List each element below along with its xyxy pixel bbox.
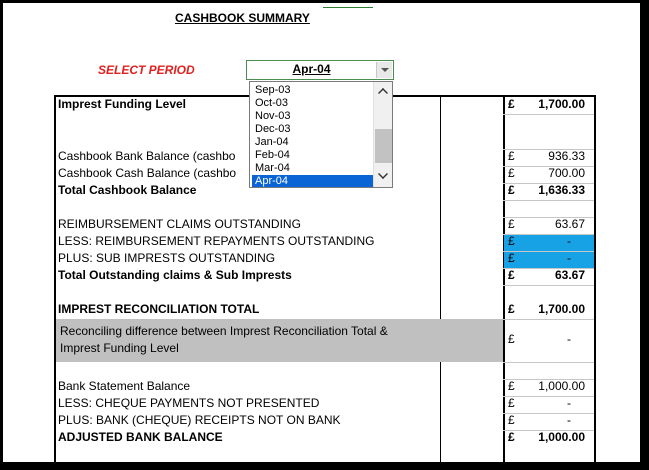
table-column-divider xyxy=(440,95,441,462)
less-cheque-label: LESS: CHEQUE PAYMENTS NOT PRESENTED xyxy=(58,396,320,410)
less-reimbursement-label: LESS: REIMBURSEMENT REPAYMENTS OUTSTANDING xyxy=(58,234,375,248)
page-title: CASHBOOK SUMMARY xyxy=(175,11,310,25)
adjusted-bank-label: ADJUSTED BANK BALANCE xyxy=(58,430,223,444)
dropdown-scrollbar[interactable] xyxy=(373,82,392,187)
plus-sub-imprests-amount[interactable]: - xyxy=(567,251,571,265)
currency-symbol: £ xyxy=(508,396,515,410)
reconciliation-total-label: IMPREST RECONCILIATION TOTAL xyxy=(58,302,260,316)
select-period-label: SELECT PERIOD xyxy=(98,63,195,77)
cashbook-bank-label: Cashbook Bank Balance (cashbo xyxy=(58,149,236,163)
currency-symbol: £ xyxy=(508,430,515,444)
reconciliation-total-amount[interactable]: 1,700.00 xyxy=(538,302,585,316)
plus-bank-amount[interactable]: - xyxy=(567,413,571,427)
dropdown-option[interactable]: Sep-03 xyxy=(255,84,291,96)
impress-funding-label: Imprest Funding Level xyxy=(58,97,187,111)
currency-symbol: £ xyxy=(508,149,515,163)
dropdown-option[interactable]: Jan-04 xyxy=(255,136,289,148)
cell-gridline xyxy=(503,319,594,320)
cell-gridline xyxy=(503,200,594,201)
less-cheque-amount[interactable]: - xyxy=(567,396,571,410)
total-cashbook-amount[interactable]: 1,636.33 xyxy=(538,183,585,197)
total-outstanding-amount[interactable]: 63.67 xyxy=(554,268,585,282)
period-dropdown-list[interactable] xyxy=(249,81,393,188)
chevron-up-icon[interactable] xyxy=(378,88,388,98)
title-accent-line xyxy=(323,7,373,8)
dropdown-option[interactable]: Feb-04 xyxy=(255,149,290,161)
cashbook-bank-amount[interactable]: 936.33 xyxy=(548,149,585,163)
dropdown-option-selected[interactable]: Apr-04 xyxy=(252,175,373,188)
reconciling-difference-amount[interactable]: - xyxy=(567,332,571,346)
dropdown-option[interactable]: Nov-03 xyxy=(255,110,291,122)
chevron-down-icon[interactable] xyxy=(376,62,392,78)
period-select[interactable] xyxy=(246,60,394,80)
adjusted-bank-amount[interactable]: 1,000.00 xyxy=(538,430,585,444)
spreadsheet-sheet xyxy=(3,3,640,462)
cashbook-cash-amount[interactable]: 700.00 xyxy=(548,166,585,180)
currency-symbol: £ xyxy=(508,413,515,427)
bank-statement-amount[interactable]: 1,000.00 xyxy=(538,379,585,393)
total-outstanding-label: Total Outstanding claims & Sub Imprests xyxy=(58,268,292,282)
currency-symbol: £ xyxy=(508,268,515,282)
impress-funding-amount[interactable]: 1,700.00 xyxy=(538,97,585,111)
plus-sub-imprests-label: PLUS: SUB IMPRESTS OUTSTANDING xyxy=(58,251,276,265)
period-select-value: Apr-04 xyxy=(292,62,331,76)
dropdown-option[interactable]: Oct-03 xyxy=(255,97,289,109)
scrollbar-thumb[interactable] xyxy=(375,129,392,163)
currency-symbol: £ xyxy=(508,251,515,265)
reimbursement-claims-label: REIMBURSEMENT CLAIMS OUTSTANDING xyxy=(58,217,301,231)
bank-statement-label: Bank Statement Balance xyxy=(58,379,191,393)
currency-symbol: £ xyxy=(508,332,515,346)
currency-symbol: £ xyxy=(508,234,515,248)
cashbook-cash-label: Cashbook Cash Balance (cashbo xyxy=(58,166,237,180)
dropdown-option[interactable]: Mar-04 xyxy=(255,162,290,174)
dropdown-option[interactable]: Dec-03 xyxy=(255,123,291,135)
currency-symbol: £ xyxy=(508,379,515,393)
currency-symbol: £ xyxy=(508,302,515,316)
total-cashbook-label: Total Cashbook Balance xyxy=(58,183,197,197)
cell-gridline xyxy=(503,114,594,115)
window-border xyxy=(0,462,649,470)
currency-symbol: £ xyxy=(508,166,515,180)
currency-symbol: £ xyxy=(508,97,515,111)
currency-symbol: £ xyxy=(508,217,515,231)
currency-symbol: £ xyxy=(508,183,515,197)
less-reimbursement-amount[interactable]: - xyxy=(567,234,571,248)
reimbursement-claims-amount[interactable]: 63.67 xyxy=(554,217,585,231)
window-border xyxy=(640,0,649,470)
plus-bank-label: PLUS: BANK (CHEQUE) RECEIPTS NOT ON BANK xyxy=(58,413,341,427)
chevron-down-icon[interactable] xyxy=(378,169,388,179)
cell-gridline xyxy=(503,285,594,286)
cell-gridline xyxy=(503,362,594,363)
reconciling-difference-label: Reconciling difference between Imprest Reconciliation Total & Imprest Funding Level xyxy=(60,324,388,355)
